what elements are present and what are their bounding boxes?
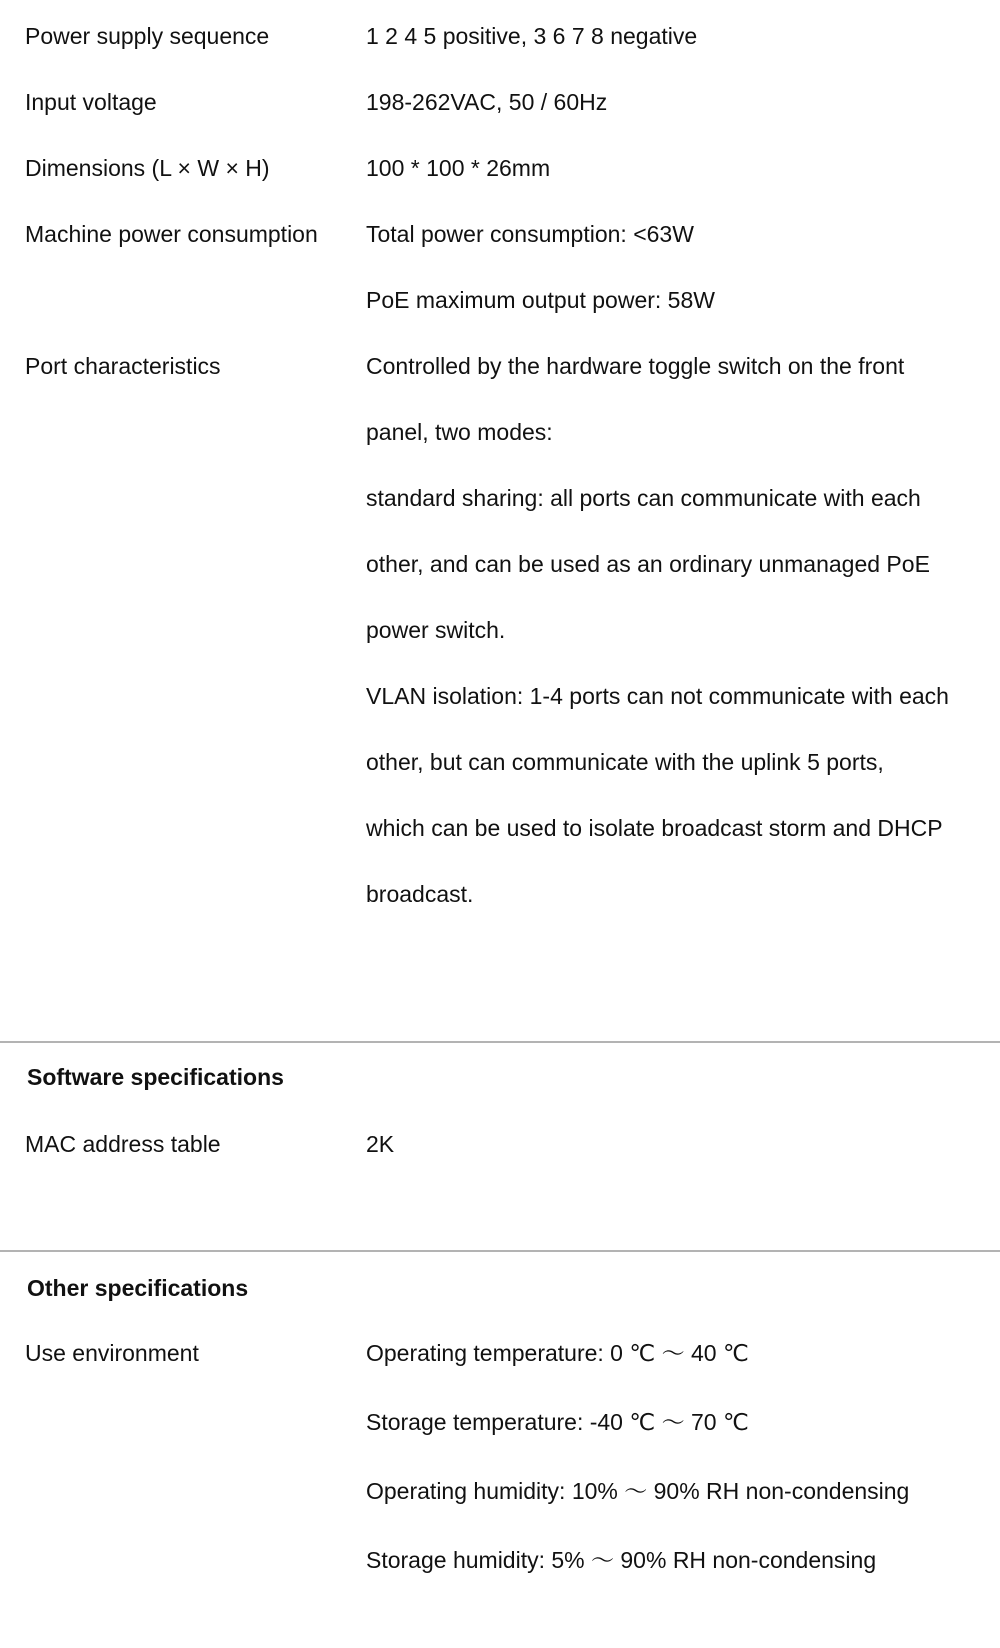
spec-label-machine-power-consumption: Machine power consumption <box>25 221 318 247</box>
spec-label-dimensions: Dimensions (L × W × H) <box>25 155 270 181</box>
spec-value-operating-temperature: Operating temperature: 0 ℃ ～ 40 ℃ <box>366 1340 749 1366</box>
spec-value-port-characteristics-line: Controlled by the hardware toggle switch on the front <box>366 353 905 379</box>
spec-value-storage-temperature: Storage temperature: -40 ℃ ～ 70 ℃ <box>366 1409 749 1435</box>
spec-value-dimensions: 100 * 100 * 26mm <box>366 155 551 181</box>
spec-value-port-characteristics-line: other, and can be used as an ordinary unmanaged PoE <box>366 551 930 577</box>
spec-label-input-voltage: Input voltage <box>25 89 157 115</box>
section-divider <box>0 1250 1000 1252</box>
spec-value-poe-maximum-output-power: PoE maximum output power: 58W <box>366 287 715 313</box>
spec-value-total-power-consumption: Total power consumption: <63W <box>366 221 694 247</box>
spec-label-port-characteristics: Port characteristics <box>25 353 221 379</box>
spec-value-port-characteristics-line: power switch. <box>366 617 506 643</box>
spec-label-power-supply-sequence: Power supply sequence <box>25 23 270 49</box>
software-specifications-heading: Software specifications <box>27 1064 284 1090</box>
spec-value-port-characteristics-line: other, but can communicate with the uplink 5 ports, <box>366 749 884 775</box>
spec-label-use-environment: Use environment <box>25 1340 199 1366</box>
spec-value-port-characteristics-line: broadcast. <box>366 881 474 907</box>
spec-value-power-supply-sequence: 1 2 4 5 positive, 3 6 7 8 negative <box>366 23 698 49</box>
spec-value-port-characteristics-line: panel, two modes: <box>366 419 553 445</box>
spec-value-operating-humidity: Operating humidity: 10% ～ 90% RH non-condensing <box>366 1478 910 1504</box>
spec-value-mac-address-table: 2K <box>366 1131 395 1157</box>
spec-value-port-characteristics-line: standard sharing: all ports can communicate with each <box>366 485 921 511</box>
other-specifications-heading: Other specifications <box>27 1275 249 1301</box>
section-divider <box>0 1041 1000 1043</box>
spec-value-input-voltage: 198-262VAC, 50 / 60Hz <box>366 89 608 115</box>
spec-value-port-characteristics-line: which can be used to isolate broadcast storm and DHCP <box>366 815 943 841</box>
spec-value-port-characteristics-line: VLAN isolation: 1-4 ports can not communicate with each <box>366 683 949 709</box>
spec-value-storage-humidity: Storage humidity: 5% ～ 90% RH non-condensing <box>366 1547 877 1573</box>
spec-label-mac-address-table: MAC address table <box>25 1131 221 1157</box>
